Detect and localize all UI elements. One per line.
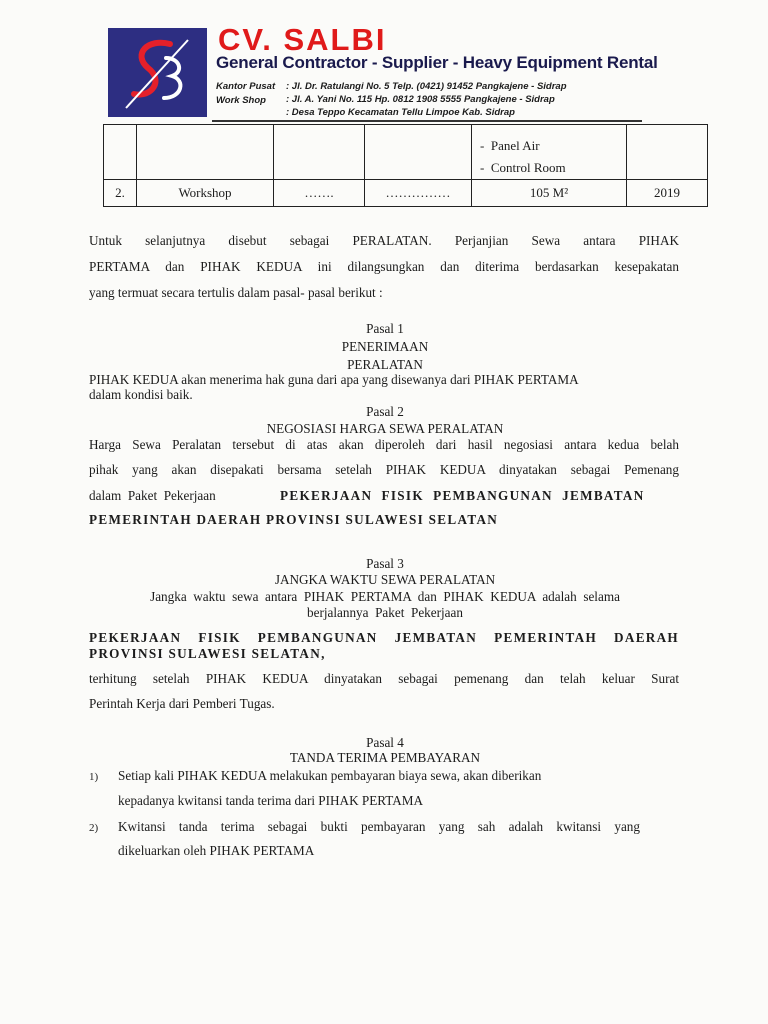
pasal-4-title: TANDA TERIMA PEMBAYARAN xyxy=(289,750,481,765)
row-col4: …………… xyxy=(365,180,472,207)
pasal-1-title-2: PERALATAN xyxy=(347,357,423,372)
list-item: - Control Room xyxy=(480,160,566,175)
pasal-4-item-1-line-2: kepadanya kwitansi tanda terima dari PIHAK PERTAMA xyxy=(118,793,424,808)
header-rule xyxy=(212,120,642,122)
row-area: 105 M² xyxy=(472,180,627,207)
company-tagline: General Contractor - Supplier - Heavy Equipment Rental xyxy=(216,53,658,72)
pasal-2-line-3-bold: PEKERJAAN FISIK PEMBANGUNAN JEMBATAN xyxy=(280,488,645,503)
workshop-label: Work Shop xyxy=(216,95,266,106)
list-item: - Panel Air xyxy=(480,138,540,153)
pasal-3-line-1: Jangka waktu sewa antara PIHAK PERTAMA dan PIHAK KEDUA adalah selama xyxy=(150,589,620,604)
pasal-4-item-1-number: 1) xyxy=(89,771,99,783)
table-row xyxy=(104,180,708,207)
pasal-2-line-4: PEMERINTAH DAERAH PROVINSI SULAWESI SELATAN xyxy=(89,512,499,527)
office-label: Kantor Pusat xyxy=(216,81,276,92)
row-name: Workshop xyxy=(137,180,274,207)
pasal-3-title: JANGKA WAKTU SEWA PERALATAN xyxy=(274,572,496,587)
pasal-3-line-2: berjalannya Paket Pekerjaan xyxy=(307,605,463,620)
row-number: 2. xyxy=(104,180,137,207)
pasal-2-title: NEGOSIASI HARGA SEWA PERALATAN xyxy=(266,421,504,436)
pasal-3-bold-2: PROVINSI SULAWESI SELATAN, xyxy=(89,646,326,661)
pasal-1-label: Pasal 1 xyxy=(366,321,404,336)
table-cell xyxy=(137,125,274,180)
intro-line-3: yang termuat secara tertulis dalam pasal- pasal berikut : xyxy=(89,285,383,300)
table-cell xyxy=(104,125,137,180)
pasal-2-label: Pasal 2 xyxy=(366,404,404,419)
intro-line-2: PERTAMA dan PIHAK KEDUA ini dilangsungkan dan diterima berdasarkan kesepakatan xyxy=(89,259,679,274)
pasal-2-line-3-start: dalam Paket Pekerjaan xyxy=(89,488,216,503)
logo-mark-icon xyxy=(108,28,207,117)
pasal-4-item-2-line-1: Kwitansi tanda terima sebagai bukti pembayaran yang sah adalah kwitansi yang xyxy=(118,819,640,834)
pasal-2-line-2: pihak yang akan disepakati bersama setelah PIHAK KEDUA dinyatakan sebagai Pemenang xyxy=(89,462,679,477)
company-logo xyxy=(108,28,207,117)
row-col3: ……. xyxy=(274,180,365,207)
table-cell xyxy=(627,125,708,180)
pasal-4-item-2-line-2: dikeluarkan oleh PIHAK PERTAMA xyxy=(118,843,315,858)
pasal-4-label: Pasal 4 xyxy=(366,735,404,750)
table-row xyxy=(104,125,708,180)
item-label: Panel Air xyxy=(490,138,540,153)
office-address: : Jl. Dr. Ratulangi No. 5 Telp. (0421) 91452 Pangkajene - Sidrap xyxy=(286,81,567,92)
row-year: 2019 xyxy=(627,180,708,207)
pasal-2-line-1: Harga Sewa Peralatan tersebut di atas akan diperoleh dari hasil negosiasi antara kedua belah xyxy=(89,437,679,452)
pasal-4-item-1-line-1: Setiap kali PIHAK KEDUA melakukan pembayaran biaya sewa, akan diberikan xyxy=(118,768,542,783)
company-name: CV. SALBI xyxy=(218,22,387,57)
pasal-1-title-1: PENERIMAAN xyxy=(341,339,429,354)
table-cell xyxy=(274,125,365,180)
workshop-address-2: : Desa Teppo Kecamatan Tellu Limpoe Kab. Sidrap xyxy=(286,107,515,118)
workshop-address: : Jl. A. Yani No. 115 Hp. 0812 1908 5555 Pangkajene - Sidrap xyxy=(286,94,555,105)
item-label: Control Room xyxy=(490,160,566,175)
pasal-3-line-4: Perintah Kerja dari Pemberi Tugas. xyxy=(89,696,275,711)
pasal-1-line-1: PIHAK KEDUA akan menerima hak guna dari apa yang disewanya dari PIHAK PERTAMA xyxy=(89,372,579,387)
table-cell xyxy=(365,125,472,180)
equipment-table xyxy=(103,124,708,207)
pasal-3-bold-1: PEKERJAAN FISIK PEMBANGUNAN JEMBATAN PEMERINTAH DAERAH xyxy=(89,630,679,645)
intro-line-1: Untuk selanjutnya disebut sebagai PERALATAN. Perjanjian Sewa antara PIHAK xyxy=(89,233,679,248)
pasal-4-item-2-number: 2) xyxy=(89,822,99,834)
pasal-2-line-3 xyxy=(89,488,679,504)
pasal-1-line-2: dalam kondisi baik. xyxy=(89,387,193,402)
pasal-3-label: Pasal 3 xyxy=(366,556,404,571)
pasal-3-line-3: terhitung setelah PIHAK KEDUA dinyatakan sebagai pemenang dan telah keluar Surat xyxy=(89,671,679,686)
table-cell xyxy=(472,125,627,180)
